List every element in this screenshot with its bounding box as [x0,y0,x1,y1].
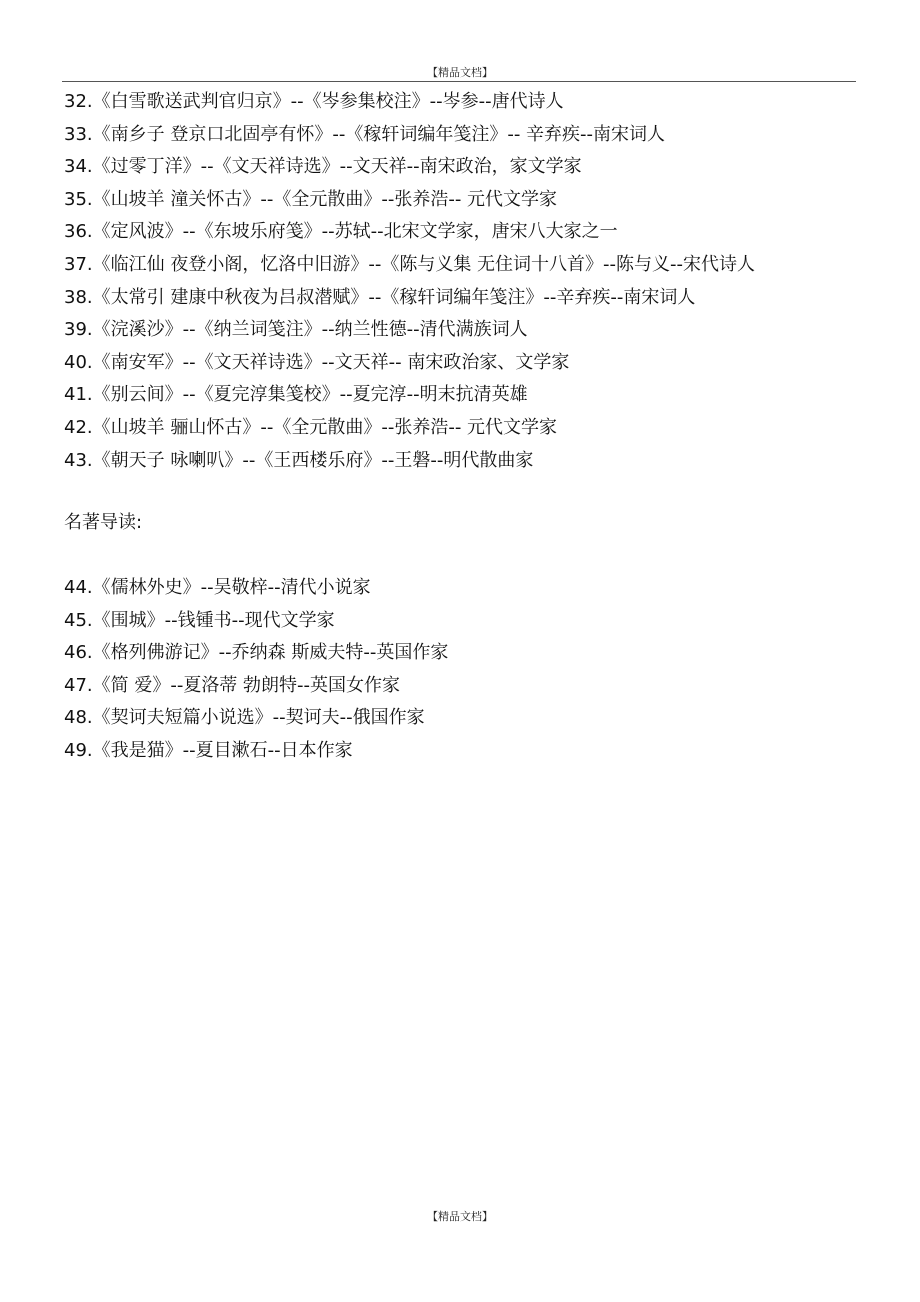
poetry-entry-list [64,86,864,477]
entry-line: 37.《临江仙 夜登小阁，忆洛中旧游》--《陈与义集 无住词十八首》--陈与义--宋代诗人 [64,253,756,275]
entry-line: 46.《格列佛游记》--乔纳森 斯威夫特--英国作家 [64,642,449,664]
entry-line: 45.《围城》--钱锺书--现代文学家 [64,609,335,631]
entry-line: 41.《别云间》--《夏完淳集笺校》--夏完淳--明末抗清英雄 [64,384,528,406]
entry-line: 42.《山坡羊 骊山怀古》--《全元散曲》--张养浩-- 元代文学家 [64,416,558,438]
entry-line: 39.《浣溪沙》--《纳兰词笺注》--纳兰性德--清代满族词人 [64,319,528,341]
classic-books-entry-list [64,572,864,768]
page-footer: 【精品文档】 [427,1210,493,1223]
entry-line: 40.《南安军》--《文天祥诗选》--文天祥-- 南宋政治家、文学家 [64,351,570,373]
entry-line: 35.《山坡羊 潼关怀古》--《全元散曲》--张养浩-- 元代文学家 [64,188,558,210]
entry-line: 48.《契诃夫短篇小说选》--契诃夫--俄国作家 [64,707,425,729]
entry-line: 33.《南乡子 登京口北固亭有怀》--《稼轩词编年笺注》-- 辛弃疾--南宋词人 [64,123,666,145]
entry-line: 36.《定风波》--《东坡乐府笺》--苏轼--北宋文学家，唐宋八大家之一 [64,221,618,243]
page-header: 【精品文档】 [427,66,493,79]
entry-line: 43.《朝天子 咏喇叭》--《王西楼乐府》--王磐--明代散曲家 [64,449,534,471]
header-divider [62,81,856,82]
entry-line: 34.《过零丁洋》--《文天祥诗选》--文天祥--南宋政治，家文学家 [64,156,582,178]
entry-line: 49.《我是猫》--夏目漱石--日本作家 [64,739,353,761]
entry-line: 38.《太常引 建康中秋夜为吕叔潜赋》--《稼轩词编年笺注》--辛弃疾--南宋词人 [64,286,696,308]
entry-line: 47.《简 爱》--夏洛蒂 勃朗特--英国女作家 [64,674,401,696]
entry-line: 44.《儒林外史》--吴敬梓--清代小说家 [64,577,371,598]
section-heading: 名著导读: [64,512,143,533]
entry-line: 32.《白雪歌送武判官归京》--《岑参集校注》--岑参--唐代诗人 [64,91,564,112]
